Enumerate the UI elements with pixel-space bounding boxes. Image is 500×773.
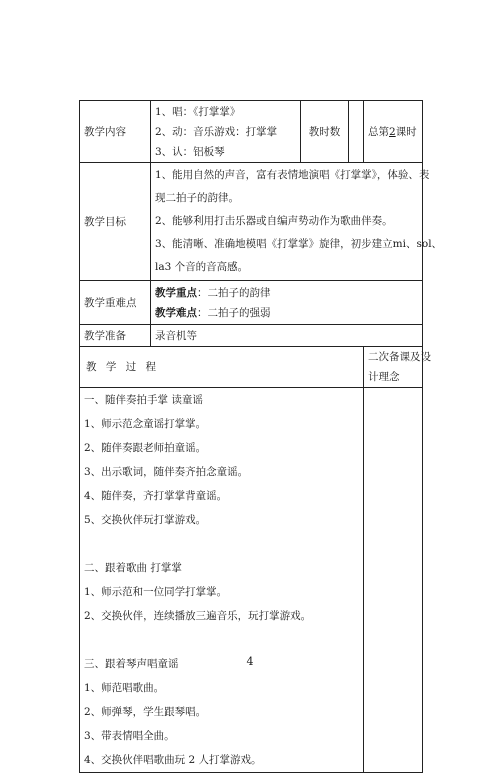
content-row bbox=[80, 101, 423, 163]
hard-point bbox=[155, 303, 418, 323]
section-step: 5、交换伙伴玩打掌游戏。 bbox=[84, 514, 207, 526]
section-step: 3、带表情唱全曲。 bbox=[84, 730, 175, 742]
goal-line: la3 个音的音高感。 bbox=[155, 261, 249, 273]
section-step: 3、出示歌词，随伴奏齐拍念童谣。 bbox=[84, 466, 249, 478]
prep-text: 录音机等 bbox=[151, 325, 423, 347]
content-item: 2、动：音乐游戏：打掌掌 bbox=[155, 126, 278, 138]
side-notes-header bbox=[364, 347, 431, 388]
section-step: 1、师示范和一位同学打掌掌。 bbox=[84, 586, 228, 598]
total-suffix: 课时 bbox=[395, 125, 417, 138]
section-step: 2、师弹琴，学生跟琴唱。 bbox=[84, 706, 207, 718]
section-gap bbox=[84, 532, 359, 556]
side-notes-title-2: 计理念 bbox=[368, 371, 400, 383]
side-notes-title-1: 二次备课及设 bbox=[368, 351, 431, 363]
page-number: 4 bbox=[246, 655, 254, 668]
key-point bbox=[155, 283, 418, 303]
section-step: 4、交换伙伴唱歌曲玩 2 人打掌游戏。 bbox=[84, 754, 262, 766]
section-title: 三、跟着琴声唱童谣 bbox=[84, 658, 179, 670]
process-header-row bbox=[80, 347, 423, 388]
process-content bbox=[80, 388, 364, 773]
hours-label: 教时数 bbox=[301, 101, 349, 163]
content-items bbox=[151, 101, 301, 163]
section-gap bbox=[84, 628, 359, 652]
total-prefix: 总第 bbox=[368, 125, 389, 138]
section-title: 一、随伴奏拍手掌 读童谣 bbox=[84, 394, 203, 406]
focus-label: 教学重难点 bbox=[80, 281, 151, 325]
process-body-row bbox=[80, 388, 423, 773]
goals-label: 教学目标 bbox=[80, 163, 151, 281]
section-step: 2、交换伙伴，连续播放三遍音乐，玩打掌游戏。 bbox=[84, 610, 312, 622]
prep-row bbox=[80, 325, 423, 347]
section-step: 1、师示范念童谣打掌掌。 bbox=[84, 418, 207, 430]
focus-row bbox=[80, 281, 423, 325]
goal-line: 2、能够利用打击乐器或自编声势动作为歌曲伴奏。 bbox=[155, 215, 393, 227]
total-hours-cell bbox=[364, 101, 423, 163]
section-title: 二、跟着歌曲 打掌掌 bbox=[84, 562, 182, 574]
prep-label: 教学准备 bbox=[80, 325, 151, 347]
section-step: 4、随伴奏，齐打掌掌背童谣。 bbox=[84, 490, 228, 502]
content-item: 1、唱：《打掌掌》 bbox=[155, 106, 241, 118]
hard-point-text: ：二拍子的强弱 bbox=[197, 306, 271, 319]
goal-line: 3、能清晰、准确地模唱《打掌掌》旋律，初步建立mi、sol、 bbox=[155, 238, 443, 250]
hours-value-cell bbox=[349, 101, 364, 163]
lesson-plan-table bbox=[79, 100, 443, 773]
focus-content bbox=[151, 281, 423, 325]
section-step: 1、师范唱歌曲。 bbox=[84, 682, 165, 694]
goals-content bbox=[151, 163, 443, 281]
section-step: 2、随伴奏跟老师拍童谣。 bbox=[84, 442, 207, 454]
goals-row bbox=[80, 163, 423, 281]
key-point-label: 教学重点 bbox=[155, 286, 197, 299]
process-label: 教 学 过 程 bbox=[80, 347, 364, 388]
key-point-text: ：二拍子的韵律 bbox=[197, 286, 271, 299]
side-notes-content bbox=[364, 388, 423, 773]
goal-line: 现二拍子的韵律。 bbox=[155, 192, 239, 204]
hard-point-label: 教学难点 bbox=[155, 306, 197, 319]
content-label: 教学内容 bbox=[80, 101, 151, 163]
content-item: 3、认：铝板琴 bbox=[155, 146, 225, 158]
goal-line: 1、能用自然的声音，富有表情地演唱《打掌掌》，体验、表 bbox=[155, 169, 430, 181]
total-number: 2 bbox=[389, 125, 396, 138]
